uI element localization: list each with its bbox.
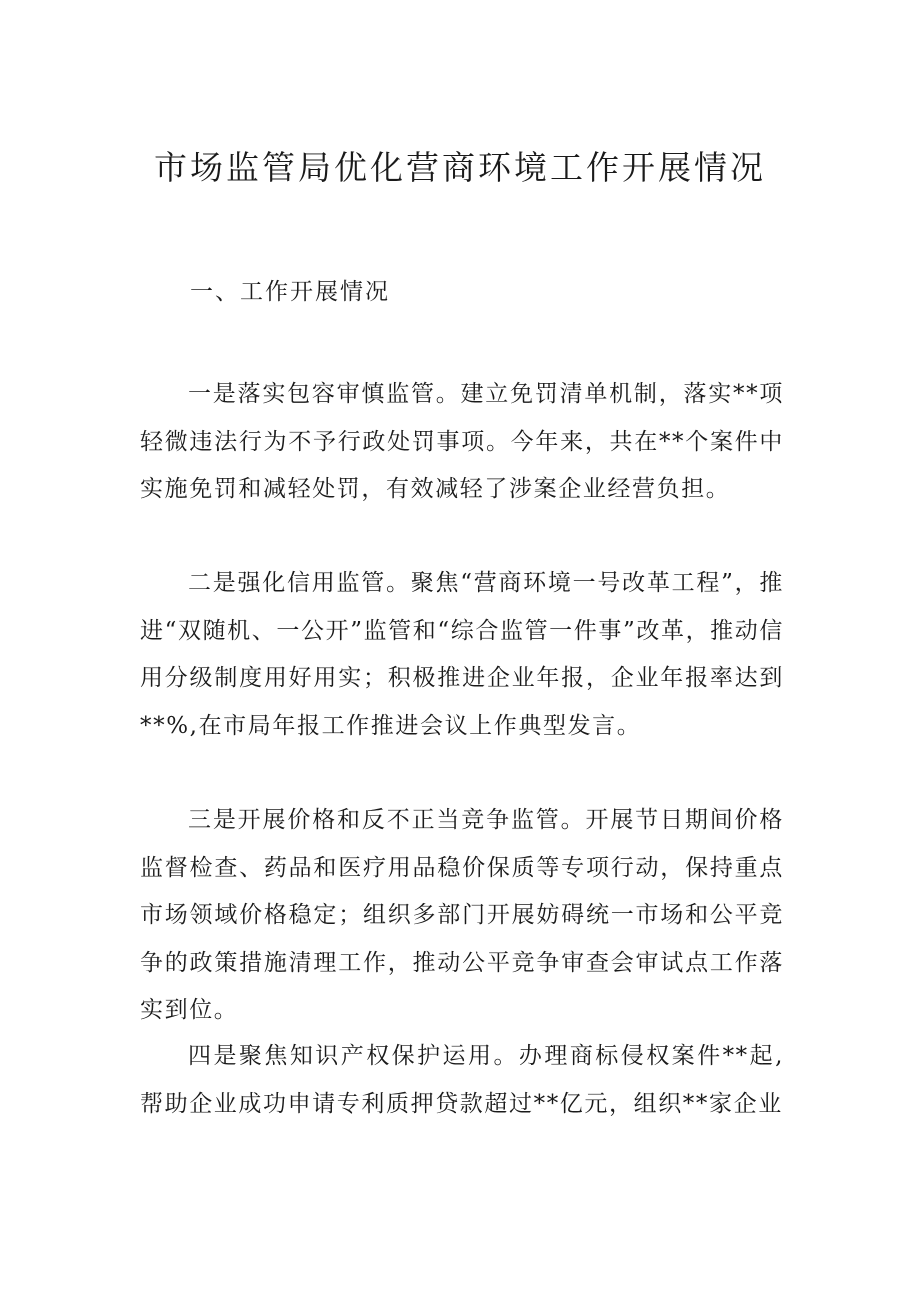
paragraph-2: 二是强化信用监管。聚焦“营商环境一号改革工程”，推进“双随机、一公开”监管和“综合监管一件事”改革，推动信用分级制度用好用实；积极推进企业年报，企业年报率达到**%,在市局年报工作推进会议上作典型发言。	[140, 570, 784, 739]
paragraph-1: 一是落实包容审慎监管。建立免罚清单机制，落实**项轻微违法行为不予行政处罚事项。今年来，共在**个案件中实施免罚和减轻处罚，有效减轻了涉案企业经营负担。	[140, 381, 784, 502]
paragraph-4: 四是聚焦知识产权保护运用。办理商标侵权案件**起,帮助企业成功申请专利质押贷款超过**亿元，组织**家企业	[140, 1043, 784, 1117]
section-heading: 一、工作开展情况	[190, 279, 390, 305]
document-title: 市场监管局优化营商环境工作开展情况	[154, 148, 766, 187]
paragraph-3: 三是开展价格和反不正当竞争监管。开展节日期间价格监督检查、药品和医疗用品稳价保质等专项行动，保持重点市场领域价格稳定；组织多部门开展妨碍统一市场和公平竞争的政策措施清理工作，推动公平竞争审查会审试点工作落实到位。	[140, 807, 784, 1023]
